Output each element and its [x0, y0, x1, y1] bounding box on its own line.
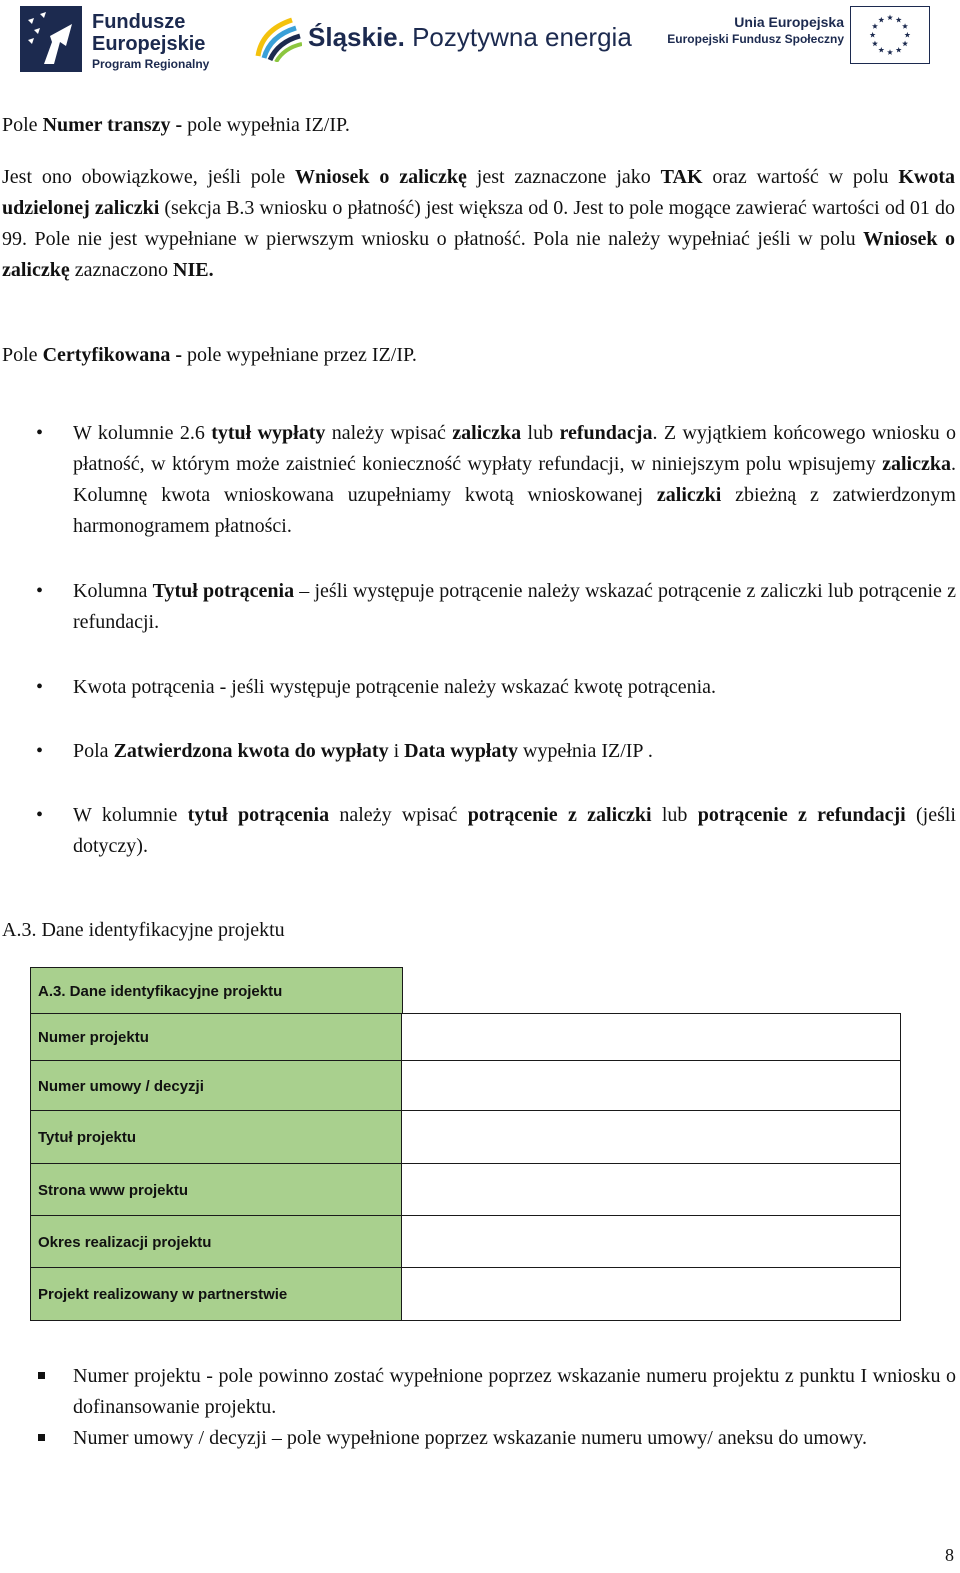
text: (jeśli dotyczy).	[73, 804, 956, 857]
page-number: 8	[945, 1545, 954, 1565]
text: i	[388, 740, 405, 762]
bullet-tytul-wyplaty	[0, 418, 956, 542]
text: Pola	[73, 740, 114, 762]
bold-term: zaliczka	[882, 453, 951, 475]
bold-term: Tytuł potrącenia	[152, 580, 295, 602]
bold-term: Certyfikowana -	[42, 344, 182, 366]
text: pole wypełnia IZ/IP.	[182, 114, 350, 136]
row-label-partnerstwo: Projekt realizowany w partnerstwie	[30, 1267, 403, 1321]
eu-flag-icon	[850, 6, 930, 64]
row-value-numer-umowy[interactable]	[401, 1060, 901, 1112]
eu-star-icon	[870, 32, 876, 38]
row-value-numer-projektu[interactable]	[401, 1013, 901, 1062]
bullet-kolumna-tytul-potracenia	[0, 800, 956, 862]
bullet-list-2	[0, 576, 956, 638]
table-header-cell: A.3. Dane identyfikacyjne projektu	[30, 967, 403, 1015]
row-value-strona-www[interactable]	[401, 1163, 901, 1217]
text: zbieżną z zatwierdzonym harmonogramem płatności.	[73, 484, 956, 537]
text: pole wypełniane przez IZ/IP.	[182, 344, 417, 366]
text: W kolumnie 2.6	[73, 422, 212, 444]
logo-left-line1: Fundusze	[92, 11, 186, 33]
bullet-list-5	[0, 800, 956, 862]
note-numer-projektu: Numer projektu - pole powinno zostać wypełnione poprzez wskazanie numeru projektu z punktu I wniosku o dofinansowanie projektu.	[0, 1361, 956, 1423]
logo-left-line3: Program Regionalny	[92, 57, 210, 71]
fundusze-europejskie-mark-icon	[20, 6, 82, 72]
unia-europejska-logo	[667, 4, 932, 66]
paragraph-numer-transzy	[2, 110, 955, 141]
bold-term: refundacja	[559, 422, 653, 444]
logo-left-line2: Europejskie	[92, 33, 206, 55]
bold-term: Wniosek o zaliczkę	[295, 166, 467, 188]
slaskie-name: Śląskie.	[308, 22, 405, 52]
text: należy wpisać	[329, 804, 468, 826]
bullet-list-1	[0, 418, 956, 542]
notes-list	[0, 1361, 956, 1454]
bullet-kwota-potracenia	[0, 672, 956, 703]
eu-star-icon	[896, 47, 902, 53]
text: Jest ono obowiązkowe, jeśli pole	[2, 166, 296, 188]
bullet-list-4	[0, 736, 956, 767]
row-label-tytul-projektu: Tytuł projektu	[30, 1110, 403, 1165]
eu-star-icon	[896, 17, 902, 23]
bold-term: zaliczka	[452, 422, 522, 444]
text: należy wpisać	[325, 422, 453, 444]
eu-star-icon	[878, 47, 884, 53]
logo-right-line2: Europejski Fundusz Społeczny	[667, 32, 844, 46]
eu-star-icon	[878, 17, 884, 23]
bullet-list-3	[0, 672, 956, 703]
bold-term: zaliczki	[656, 484, 722, 506]
paragraph-certyfikowana	[2, 340, 955, 371]
bold-term: potrącenie z refundacji	[697, 804, 906, 826]
note-numer-umowy: Numer umowy / decyzji – pole wypełnione poprzez wskazanie numeru umowy/ aneksu do umowy.	[0, 1423, 956, 1454]
row-value-partnerstwo[interactable]	[401, 1267, 901, 1321]
bold-term: Kwota udzielonej zaliczki	[2, 166, 955, 219]
text: (sekcja B.3 wniosku o płatność) jest większa od 0. Jest to pole mogące zawierać wartości od 01 do 99. Pole nie jest wypełniane w pierwszym wniosku o płatność. Pola nie należy wypełniać jeśli w polu	[2, 197, 955, 250]
eu-star-icon	[872, 41, 878, 47]
text: W kolumnie	[73, 804, 188, 826]
eu-star-icon	[872, 23, 878, 29]
bold-term: NIE.	[173, 259, 214, 281]
text: . Z wyjątkiem końcowego wniosku o płatność, w którym może zaistnieć konieczność wypłaty refundacji, w niniejszym polu wpisujemy	[73, 422, 956, 475]
text: oraz wartość w polu	[702, 166, 899, 188]
bold-term: Wniosek o zaliczkę	[2, 228, 955, 281]
bold-term: Zatwierdzona kwota do wypłaty	[113, 740, 389, 762]
text: lub	[651, 804, 698, 826]
project-identification-table	[30, 967, 901, 1321]
logo-right-line1: Unia Europejska	[734, 14, 844, 30]
text: Kolumna	[73, 580, 153, 602]
eu-star-icon	[904, 32, 910, 38]
fundusze-europejskie-logo	[20, 4, 220, 76]
slaskie-text	[308, 22, 632, 53]
text: wypełnia IZ/IP .	[518, 740, 653, 762]
section-heading: A.3. Dane identyfikacyjne projektu	[2, 919, 285, 941]
slaskie-sun-icon	[252, 12, 302, 62]
bold-term: potrącenie z zaliczki	[467, 804, 652, 826]
bold-term: Data wypłaty	[404, 740, 519, 762]
slaskie-logo	[252, 8, 632, 64]
row-value-okres-realizacji[interactable]	[401, 1215, 901, 1269]
paragraph-obowiazkowe	[2, 162, 955, 286]
row-label-okres-realizacji: Okres realizacji projektu	[30, 1215, 403, 1269]
text: – jeśli występuje potrącenie należy wskazać potrącenie z zaliczki lub potrącenie z refundacji.	[73, 580, 956, 633]
row-label-strona-www: Strona www projektu	[30, 1163, 403, 1217]
bullet-zatwierdzona-kwota	[0, 736, 956, 767]
eu-star-icon	[887, 15, 893, 21]
text: lub	[521, 422, 560, 444]
header-logos	[0, 0, 960, 80]
text: Pole	[2, 114, 43, 136]
row-label-numer-projektu: Numer projektu	[30, 1013, 403, 1062]
eu-star-icon	[902, 23, 908, 29]
row-label-numer-umowy: Numer umowy / decyzji	[30, 1060, 403, 1112]
bold-term: Numer transzy -	[42, 114, 183, 136]
text: zaznaczono	[69, 259, 174, 281]
eu-star-icon	[902, 41, 908, 47]
bold-term: TAK	[660, 166, 703, 188]
row-value-tytul-projektu[interactable]	[401, 1110, 901, 1165]
bold-term: tytuł wypłaty	[211, 422, 326, 444]
slaskie-slogan: Pozytywna energia	[412, 22, 632, 52]
eu-star-icon	[887, 49, 893, 55]
text: Kwota potrącenia - jeśli występuje potrącenie należy wskazać kwotę potrącenia.	[73, 676, 717, 698]
text: . Kolumnę kwota wnioskowana uzupełniamy kwotą wnioskowanej	[73, 453, 956, 506]
text: jest zaznaczone jako	[466, 166, 661, 188]
text: Pole	[2, 344, 43, 366]
bold-term: tytuł potrącenia	[187, 804, 330, 826]
bullet-tytul-potracenia	[0, 576, 956, 638]
